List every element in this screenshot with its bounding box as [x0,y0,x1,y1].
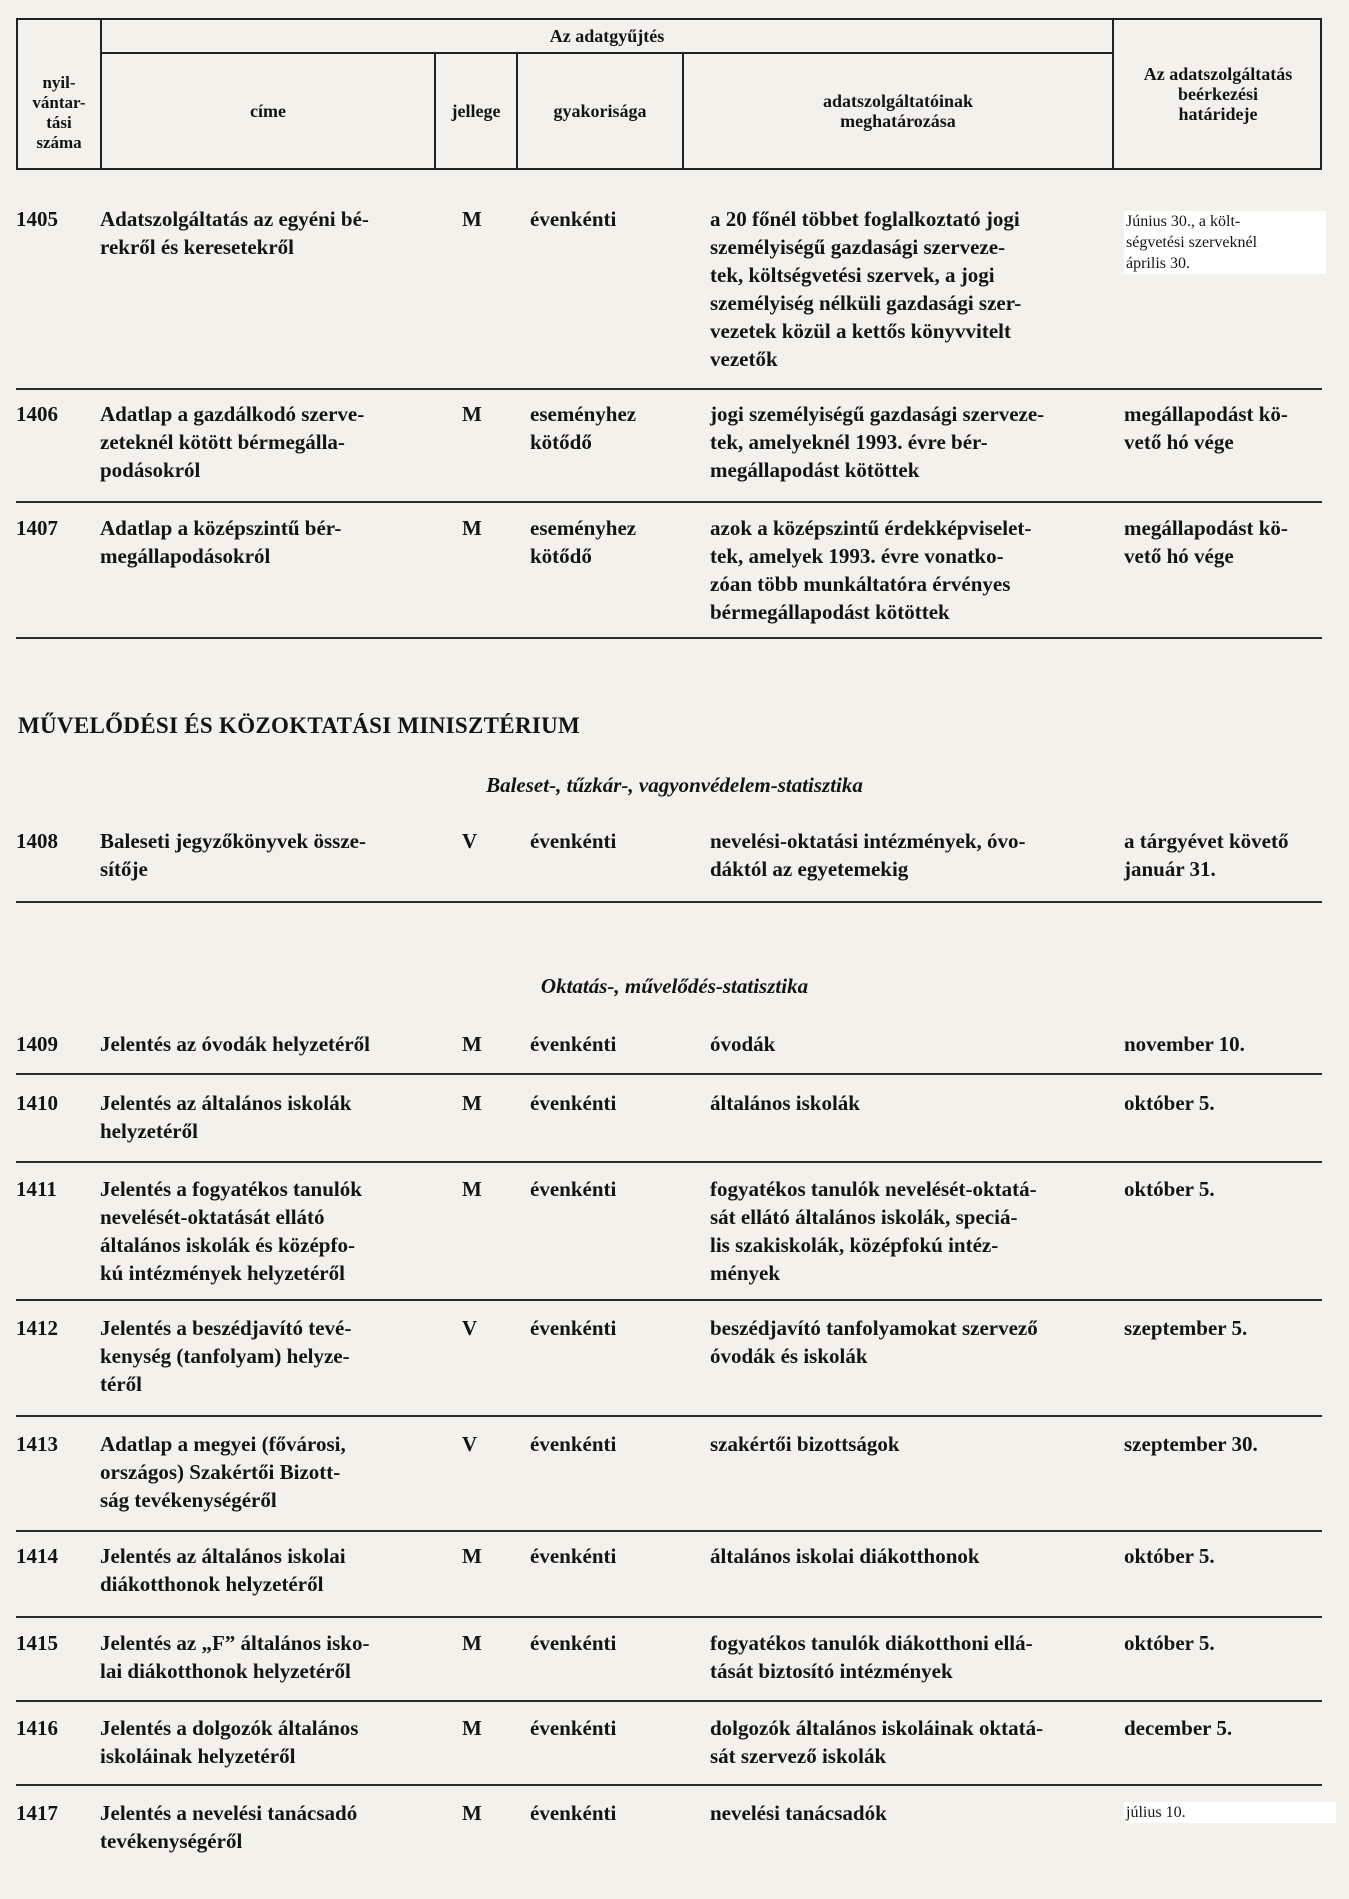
row-deadline: július 10. [1124,1802,1336,1823]
row-type: M [462,1544,482,1568]
row-providers: általános iskolai diákotthonok [710,1544,980,1568]
row-providers: dolgozók általános iskoláinak oktatá- sát szervező iskolák [710,1716,1044,1768]
subhead-education: Oktatás-, művelődés-statisztika [540,974,809,998]
row-frequency: évenkénti [530,1316,617,1340]
row-title: Jelentés az óvodák helyzetéről [100,1032,371,1056]
row-type: M [462,1177,482,1201]
header-col-number: nyil- vántar- tási száma [32,73,86,152]
row-deadline: október 5. [1124,1631,1215,1655]
row-type: M [462,1716,482,1740]
row-title: Adatszolgáltatás az egyéni bé- rekről és keresetekről [100,207,369,259]
row-title: Jelentés a nevelési tanácsadó tevékenységéről [100,1801,358,1853]
row-divider [16,1784,1322,1786]
row-deadline: október 5. [1124,1091,1215,1115]
row-divider [16,901,1322,903]
row-type: M [462,1631,482,1655]
header-col-type: jellege [451,101,501,121]
header-col-deadline: Az adatszolgáltatás beérkezési határideje [1143,64,1293,124]
row-divider [16,1616,1322,1618]
row-divider [16,388,1322,390]
row-providers: fogyatékos tanulók diákotthoni ellá- tását biztosító intézmények [710,1631,1033,1683]
row-deadline: megállapodást kö- vető hó vége [1124,402,1288,454]
row-type: M [462,1091,482,1115]
row-frequency: évenkénti [530,1631,617,1655]
row-deadline: október 5. [1124,1177,1215,1201]
subhead-safety: Baleset-, tűzkár-, vagyonvédelem-statisztika [486,773,863,797]
header-group-title: Az adatgyűjtés [549,26,665,46]
row-title: Jelentés a dolgozók általános iskoláinak helyzetéről [100,1716,359,1768]
row-divider [16,1161,1322,1163]
header-col-providers: adatszolgáltatóinak meghatározása [822,91,973,131]
row-number: 1407 [16,516,58,540]
row-deadline: Június 30., a költ- ségvetési szerveknél április 30. [1124,211,1326,274]
row-number: 1408 [16,829,58,853]
header-col-frequency: gyakorisága [553,101,647,121]
row-providers: óvodák [710,1032,776,1056]
row-divider [16,501,1322,503]
row-deadline: megállapodást kö- vető hó vége [1124,516,1288,568]
row-number: 1409 [16,1032,58,1056]
row-divider [16,1073,1322,1075]
row-type: V [462,1432,478,1456]
header-col-title: címe [250,101,286,121]
row-deadline: szeptember 30. [1124,1432,1258,1456]
row-providers: jogi személyiségű gazdasági szerveze- tek, amelyeknél 1993. évre bér- megállapodást kötöttek [710,402,1045,482]
row-type: M [462,1032,482,1056]
row-providers: nevelési tanácsadók [710,1801,887,1825]
row-number: 1414 [16,1544,58,1568]
row-number: 1413 [16,1432,58,1456]
row-providers: a 20 főnél többet foglalkoztató jogi személyiségű gazdasági szerveze- tek, költségvetési szervek, a jogi személyiség nélküli gazdasági szer- vezetek közül a kettős könyvvitelt vezetők [710,207,1022,371]
row-providers: nevelési-oktatási intézmények, óvo- dáktól az egyetemekig [710,829,1026,881]
row-title: Jelentés az általános iskolák helyzetéről [100,1091,352,1143]
row-frequency: eseményhez kötődő [530,402,637,454]
row-type: M [462,516,482,540]
row-title: Adatlap a gazdálkodó szerve- zeteknél kötött bérmegálla- podásokról [100,402,365,482]
ministry-title: MŰVELŐDÉSI ÉS KÖZOKTATÁSI MINISZTÉRIUM [18,713,581,738]
row-type: V [462,829,478,853]
row-type: M [462,402,482,426]
row-number: 1411 [16,1177,57,1201]
row-providers: azok a középszintű érdekképviselet- tek, amelyek 1993. évre vonatko- zóan több munkáltatóra érvényes bérmegállapodást kötöttek [710,516,1032,624]
row-number: 1415 [16,1631,58,1655]
row-providers: általános iskolák [710,1091,860,1115]
row-number: 1416 [16,1716,58,1740]
row-number: 1412 [16,1316,58,1340]
row-type: M [462,1801,482,1825]
row-frequency: évenkénti [530,1544,617,1568]
row-title: Adatlap a megyei (fővárosi, országos) Szakértői Bizott- ság tevékenységéről [100,1432,346,1512]
row-providers: fogyatékos tanulók nevelését-oktatá- sát ellátó általános iskolák, speciá- lis szakiskolák, középfokú intéz- mények [710,1177,1037,1285]
row-number: 1410 [16,1091,58,1115]
row-frequency: évenkénti [530,829,617,853]
row-deadline: október 5. [1124,1544,1215,1568]
row-frequency: eseményhez kötődő [530,516,637,568]
row-frequency: évenkénti [530,1177,617,1201]
row-number: 1417 [16,1801,58,1825]
row-deadline: november 10. [1124,1032,1245,1056]
row-frequency: évenkénti [530,207,617,231]
row-number: 1406 [16,402,58,426]
row-type: V [462,1316,478,1340]
row-deadline: december 5. [1124,1716,1233,1740]
table-header [16,18,1322,170]
row-frequency: évenkénti [530,1032,617,1056]
row-number: 1405 [16,207,58,231]
row-providers: beszédjavító tanfolyamokat szervező óvodák és iskolák [710,1316,1038,1368]
row-title: Jelentés a beszédjavító tevé- kenység (tanfolyam) helyze- téről [100,1316,352,1396]
row-frequency: évenkénti [530,1801,617,1825]
row-title: Jelentés az általános iskolai diákotthonok helyzetéről [100,1544,346,1596]
row-deadline: szeptember 5. [1124,1316,1248,1340]
row-divider [16,1299,1322,1301]
row-title: Jelentés az „F” általános isko- lai diákotthonok helyzetéről [100,1631,370,1683]
row-divider [16,1700,1322,1702]
row-frequency: évenkénti [530,1716,617,1740]
row-frequency: évenkénti [530,1432,617,1456]
row-deadline: a tárgyévet követő január 31. [1124,829,1289,881]
row-divider [16,637,1322,639]
row-title: Jelentés a fogyatékos tanulók nevelését-oktatását ellátó általános iskolák és középfo- kú intézmények helyzetéről [100,1177,362,1285]
row-title: Baleseti jegyzőkönyvek össze- sítője [100,829,366,881]
row-frequency: évenkénti [530,1091,617,1115]
row-divider [16,1530,1322,1532]
row-providers: szakértői bizottságok [710,1432,900,1456]
row-type: M [462,207,482,231]
row-divider [16,1415,1322,1417]
row-title: Adatlap a középszintű bér- megállapodásokról [100,516,342,568]
